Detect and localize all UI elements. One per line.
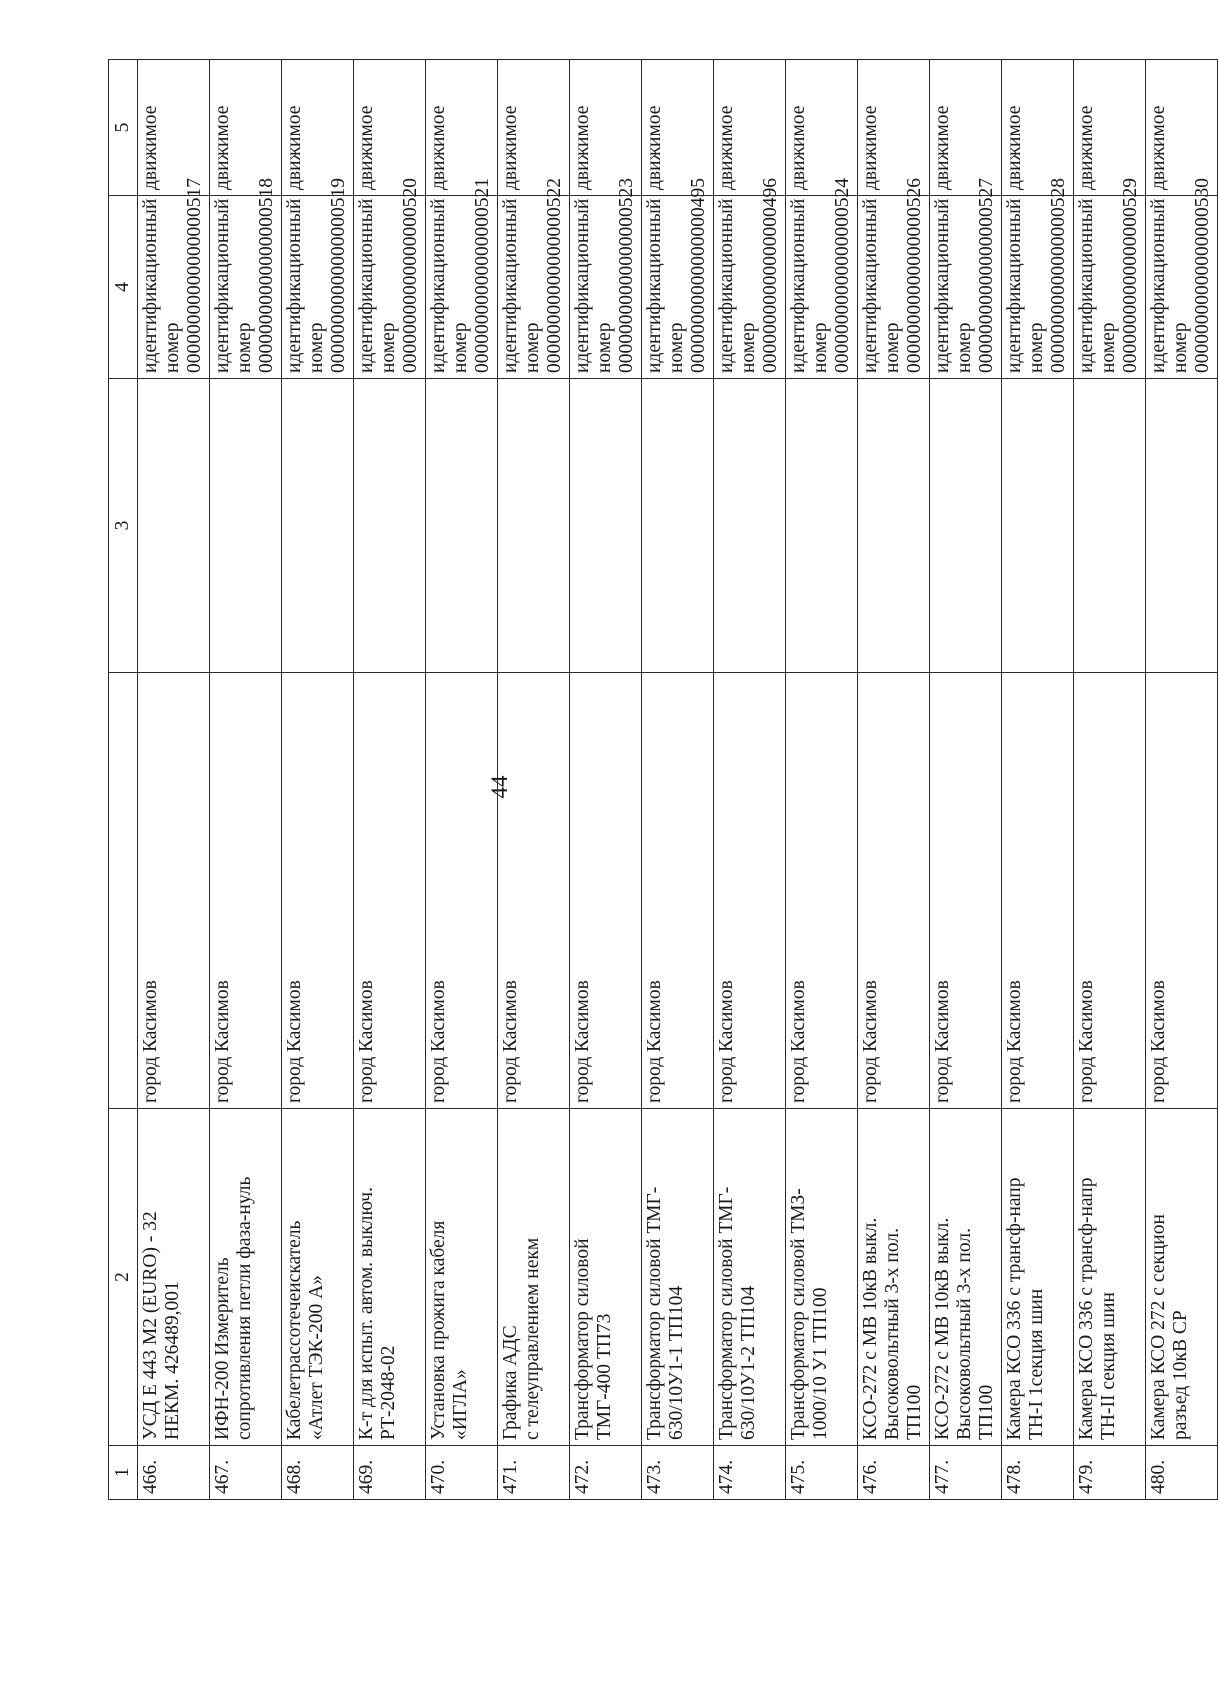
- identifier-cell: идентификационный номер 00000000000000000530: [1146, 196, 1218, 379]
- identifier-cell: идентификационный номер 00000000000000000526: [858, 196, 930, 379]
- item-name-cell: КСО-272 с МВ 10кВ выкл. Высоковольтный 3-х пол. ТП100: [930, 1109, 1002, 1446]
- table-row: [426, 60, 498, 1500]
- item-name-cell: Камера КСО 336 с трансф-напр ТН-I 1секция шин: [1002, 1109, 1074, 1446]
- column-header: [109, 673, 138, 1109]
- identifier-cell: идентификационный номер 00000000000000000521: [426, 196, 498, 379]
- identifier-cell: идентификационный номер 00000000000000000527: [930, 196, 1002, 379]
- item-name-cell: Кабелетрассотечеискатель «Атлет ТЭК-200 А»: [282, 1109, 354, 1446]
- property-type-cell: движимое: [786, 60, 858, 196]
- location-cell: город Касимов: [498, 673, 570, 1109]
- table-row: [858, 60, 930, 1500]
- row-number-cell: 470.: [426, 1446, 498, 1500]
- location-cell: город Касимов: [714, 673, 786, 1109]
- page-number: 44: [487, 775, 512, 799]
- property-type-cell: движимое: [498, 60, 570, 196]
- item-name-cell: Трансформатор силовой ТМГ- 630/10У1-1 ТП104: [642, 1109, 714, 1446]
- property-type-cell: движимое: [138, 60, 210, 196]
- item-name-cell: Трансформатор силовой ТМГ- 630/10У1-2 ТП104: [714, 1109, 786, 1446]
- location-cell: город Касимов: [786, 673, 858, 1109]
- identifier-cell: идентификационный номер 00000000000000000524: [786, 196, 858, 379]
- blank-cell: [858, 379, 930, 673]
- table-row: [1074, 60, 1146, 1500]
- identifier-cell: идентификационный номер 00000000000000000522: [498, 196, 570, 379]
- blank-cell: [570, 379, 642, 673]
- table-row: [1146, 60, 1218, 1500]
- row-number-cell: 471.: [498, 1446, 570, 1500]
- item-name-cell: Трансформатор силовой ТМГ-400 ТП73: [570, 1109, 642, 1446]
- location-cell: город Касимов: [1146, 673, 1218, 1109]
- location-cell: город Касимов: [1002, 673, 1074, 1109]
- location-cell: город Касимов: [858, 673, 930, 1109]
- blank-cell: [138, 379, 210, 673]
- identifier-cell: идентификационный номер 00000000000000000520: [354, 196, 426, 379]
- row-number-cell: 473.: [642, 1446, 714, 1500]
- blank-cell: [642, 379, 714, 673]
- property-type-cell: движимое: [642, 60, 714, 196]
- table-row: [354, 60, 426, 1500]
- table-row: [642, 60, 714, 1500]
- blank-cell: [1002, 379, 1074, 673]
- table-row: [498, 60, 570, 1500]
- property-type-cell: движимое: [930, 60, 1002, 196]
- location-cell: город Касимов: [282, 673, 354, 1109]
- item-name-cell: ИФН-200 Измеритель сопротивления петли фаза-нуль: [210, 1109, 282, 1446]
- identifier-cell: идентификационный номер 00000000000000000528: [1002, 196, 1074, 379]
- location-cell: город Касимов: [426, 673, 498, 1109]
- identifier-cell: идентификационный номер 00000000000000000518: [210, 196, 282, 379]
- item-name-cell: КСО-272 с МВ 10кВ выкл. Высоковольтный 3-х пол. ТП100: [858, 1109, 930, 1446]
- location-cell: город Касимов: [354, 673, 426, 1109]
- property-registry-table: [108, 59, 1218, 1500]
- property-type-cell: движимое: [1146, 60, 1218, 196]
- column-header: 2: [109, 1109, 138, 1446]
- identifier-cell: идентификационный номер 00000000000000000529: [1074, 196, 1146, 379]
- item-name-cell: Трансформатор силовой ТМЗ- 1000/10 У1 ТП100: [786, 1109, 858, 1446]
- item-name-cell: Камера КСО 272 с секцион разъед 10кВ СР: [1146, 1109, 1218, 1446]
- item-name-cell: Камера КСО 336 с трансф-напр ТН-II секция шин: [1074, 1109, 1146, 1446]
- row-number-cell: 478.: [1002, 1446, 1074, 1500]
- table-row: [714, 60, 786, 1500]
- column-header: 5: [109, 60, 138, 196]
- blank-cell: [930, 379, 1002, 673]
- table-row: [210, 60, 282, 1500]
- column-header: 3: [109, 379, 138, 673]
- blank-cell: [786, 379, 858, 673]
- location-cell: город Касимов: [138, 673, 210, 1109]
- property-type-cell: движимое: [1002, 60, 1074, 196]
- row-number-cell: 474.: [714, 1446, 786, 1500]
- table-row: [138, 60, 210, 1500]
- header-row: [109, 60, 138, 1500]
- column-header: 4: [109, 196, 138, 379]
- row-number-cell: 468.: [282, 1446, 354, 1500]
- blank-cell: [498, 379, 570, 673]
- property-type-cell: движимое: [714, 60, 786, 196]
- property-type-cell: движимое: [570, 60, 642, 196]
- item-name-cell: Установка прожига кабеля «ИГЛА»: [426, 1109, 498, 1446]
- property-type-cell: движимое: [1074, 60, 1146, 196]
- location-cell: город Касимов: [930, 673, 1002, 1109]
- location-cell: город Касимов: [1074, 673, 1146, 1109]
- column-header: 1: [109, 1446, 138, 1500]
- blank-cell: [1146, 379, 1218, 673]
- blank-cell: [210, 379, 282, 673]
- blank-cell: [354, 379, 426, 673]
- property-type-cell: движимое: [354, 60, 426, 196]
- row-number-cell: 472.: [570, 1446, 642, 1500]
- table-row: [930, 60, 1002, 1500]
- table-row: [1002, 60, 1074, 1500]
- identifier-cell: идентификационный номер 00000000000000000523: [570, 196, 642, 379]
- row-number-cell: 476.: [858, 1446, 930, 1500]
- rotated-table-container: [108, 60, 1213, 1500]
- row-number-cell: 466.: [138, 1446, 210, 1500]
- row-number-cell: 467.: [210, 1446, 282, 1500]
- blank-cell: [714, 379, 786, 673]
- location-cell: город Касимов: [210, 673, 282, 1109]
- row-number-cell: 475.: [786, 1446, 858, 1500]
- blank-cell: [282, 379, 354, 673]
- item-name-cell: К-т для испыт. автом. выключ. РТ-2048-02: [354, 1109, 426, 1446]
- item-name-cell: УСД Е 443 М2 (EURO) - 32 НЕКМ. 426489,001: [138, 1109, 210, 1446]
- row-number-cell: 480.: [1146, 1446, 1218, 1500]
- location-cell: город Касимов: [570, 673, 642, 1109]
- identifier-cell: идентификационный номер 00000000000000000495: [642, 196, 714, 379]
- property-type-cell: движимое: [426, 60, 498, 196]
- row-number-cell: 477.: [930, 1446, 1002, 1500]
- item-name-cell: Графика АДС с телеуправлением некм: [498, 1109, 570, 1446]
- identifier-cell: идентификационный номер 00000000000000000517: [138, 196, 210, 379]
- property-type-cell: движимое: [210, 60, 282, 196]
- blank-cell: [426, 379, 498, 673]
- table-row: [282, 60, 354, 1500]
- location-cell: город Касимов: [642, 673, 714, 1109]
- property-type-cell: движимое: [858, 60, 930, 196]
- property-type-cell: движимое: [282, 60, 354, 196]
- table-row: [570, 60, 642, 1500]
- row-number-cell: 479.: [1074, 1446, 1146, 1500]
- identifier-cell: идентификационный номер 00000000000000000496: [714, 196, 786, 379]
- row-number-cell: 469.: [354, 1446, 426, 1500]
- identifier-cell: идентификационный номер 00000000000000000519: [282, 196, 354, 379]
- blank-cell: [1074, 379, 1146, 673]
- table-row: [786, 60, 858, 1500]
